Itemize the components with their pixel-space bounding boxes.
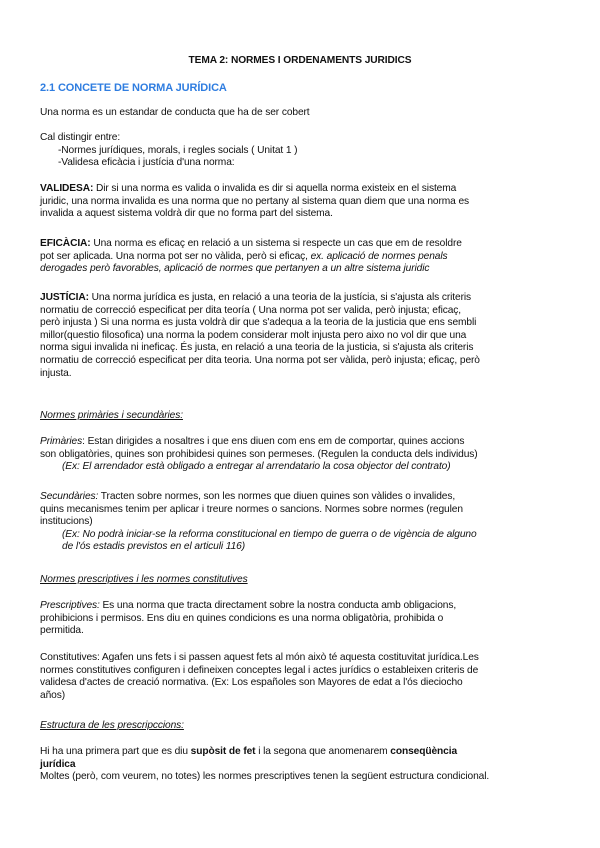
eficacia-paragraph [40,238,570,276]
justicia-text: normatiu de correcció especificat per dita teoría ( Una norma pot ser valida, però injusta; eficaç, [40,304,462,316]
eficacia-example: derogades però favorables, aplicació de normes que pertanyen a un altre sistema juridic [40,263,430,275]
justicia-text: injusta. [40,367,72,379]
secundaries-text: quins mecanismes tenim per aplicar i treure normes o sancions. Normes sobre normes (regulen [40,503,463,515]
estructura-text: Moltes (però, com veurem, no totes) les normes prescriptives tenen la següent estructura condicional. [40,771,490,783]
primaries-text: : Estan dirigides a nosaltres i que ens diuen com ens em de comportar, quines accions [82,436,465,447]
prescriptives-text: prohibicions i permisos. Ens diu en quines condicions es una norma obligatòria, prohibida o [40,612,444,624]
secundaries-term: Secundàries: [40,491,99,502]
estructura-text: i la segona que anomenarem [255,746,391,757]
primaries-paragraph [40,436,570,474]
justicia-text: normatiu de correcció especificat per dita teoria. Una norma pot ser vàlida, però injusta; eficaç, però [40,354,480,366]
eficacia-term: EFICÀCIA: [40,238,91,249]
list-item: -Validesa eficàcia i justícia d'una norma: [58,157,235,169]
validesa-text: juridic, una norma invalida es una norma que no pertany al sistema quan diem que una norma es [40,195,470,207]
page-title: TEMA 2: NORMES I ORDENAMENTS JURIDICS [188,55,412,66]
eficacia-text: pot ser aplicada. Una norma pot ser no vàlida, però si eficaç, [40,250,311,262]
prescriptives-term: Prescriptives: [40,600,100,611]
constitutives-text: años) [40,689,65,701]
validesa-text: Dir si una norma es valida o invalida es dir si aquella norma existeix en el sistema [93,183,457,194]
primaries-term: Primàries [40,436,83,447]
secundaries-example: de l'ós estadis previstos en el articuli 116) [62,541,245,553]
justicia-text: però injusta ) Si una norma es justa voldrà dir que s'adequa a la teoria de la justicia que ens sembli [40,317,477,329]
list-item: -Normes jurídiques, morals, i regles socials ( Unitat 1 ) [58,144,298,156]
validesa-paragraph [40,183,570,221]
estructura-text: Hi ha una primera part que es diu [40,746,191,757]
primaries-example: (Ex: El arrendador està obligado a entregar al arrendatario la cosa objector del contrato) [62,461,451,473]
constitutives-text: validesa d'actes de creació normativa. (Ex: Los españoles son Mayores de edat a l'ós dieciocho [40,677,463,689]
constitutives-text: Constitutives: Agafen uns fets i si passen aquest fets al món això té aquesta costituvitat jurídica.Les [40,652,479,663]
prescriptives-text: permitida. [40,625,84,637]
secundaries-text: institucions) [40,516,93,528]
cal-distingir-block [40,132,570,170]
estructura-paragraph [40,746,570,784]
prescriptives-heading: Normes prescriptives i les normes constitutives [40,574,248,585]
justicia-text: Una norma jurídica es justa, en relació a una teoria de la justícia, si s'ajusta als criteris [88,292,472,303]
cal-distingir-lead: Cal distingir entre: [40,132,121,143]
prescriptives-paragraph [40,600,570,638]
justicia-paragraph [40,292,570,380]
supòsit-de-fet-term: supòsit de fet [190,746,256,757]
primaries-text: son obligatòries, quines son prohibidesi quines son permeses. (Regulen la conducta dels individus) [40,448,478,460]
consequencia-term: conseqüència [390,746,458,757]
justicia-text: millor(questio filosofica) una norma la podem considerar molt injusta pero aixo no vol dir que una [40,329,467,341]
intro-paragraph: Una norma es un estandar de conducta que ha de ser cobert [40,107,310,118]
section-heading: 2.1 CONCETE DE NORMA JURÍDICA [40,82,227,94]
secundaries-paragraph [40,491,570,554]
constitutives-paragraph [40,652,570,702]
validesa-text: invalida a aquest sistema voldrà dir que no forma part del sistema. [40,208,333,220]
juridica-term: jurídica [40,758,76,770]
eficacia-example: ex. aplicació de normes penals [310,250,448,262]
secundaries-example: (Ex: No podrà iniciar-se la reforma constitucional en tiempo de guerra o de vigència de alguno [62,528,477,540]
estructura-heading: Estructura de les prescripccions: [40,720,184,731]
prescriptives-text: Es una norma que tracta directament sobre la nostra conducta amb obligacions, [99,600,457,611]
justicia-term: JUSTÍCIA: [40,292,89,303]
eficacia-text: Una norma es eficaç en relació a un sistema si respecte un cas que em de resoldre [90,238,462,249]
secundaries-text: Tracten sobre normes, son les normes que diuen quines son vàlides o invalides, [98,491,456,502]
constitutives-text: normes constitutives configuren i defineixen conceptes legal i actes jurídics o estableixen criteris de [40,664,479,676]
justicia-text: norma sigui invalida ni ineficaç. És justa, en relació a una teoria de la justicia, si s'ajusta als criteris [40,342,474,354]
validesa-term: VALIDESA: [40,183,94,194]
normes-primaries-heading: Normes primàries i secundàries: [40,410,183,421]
